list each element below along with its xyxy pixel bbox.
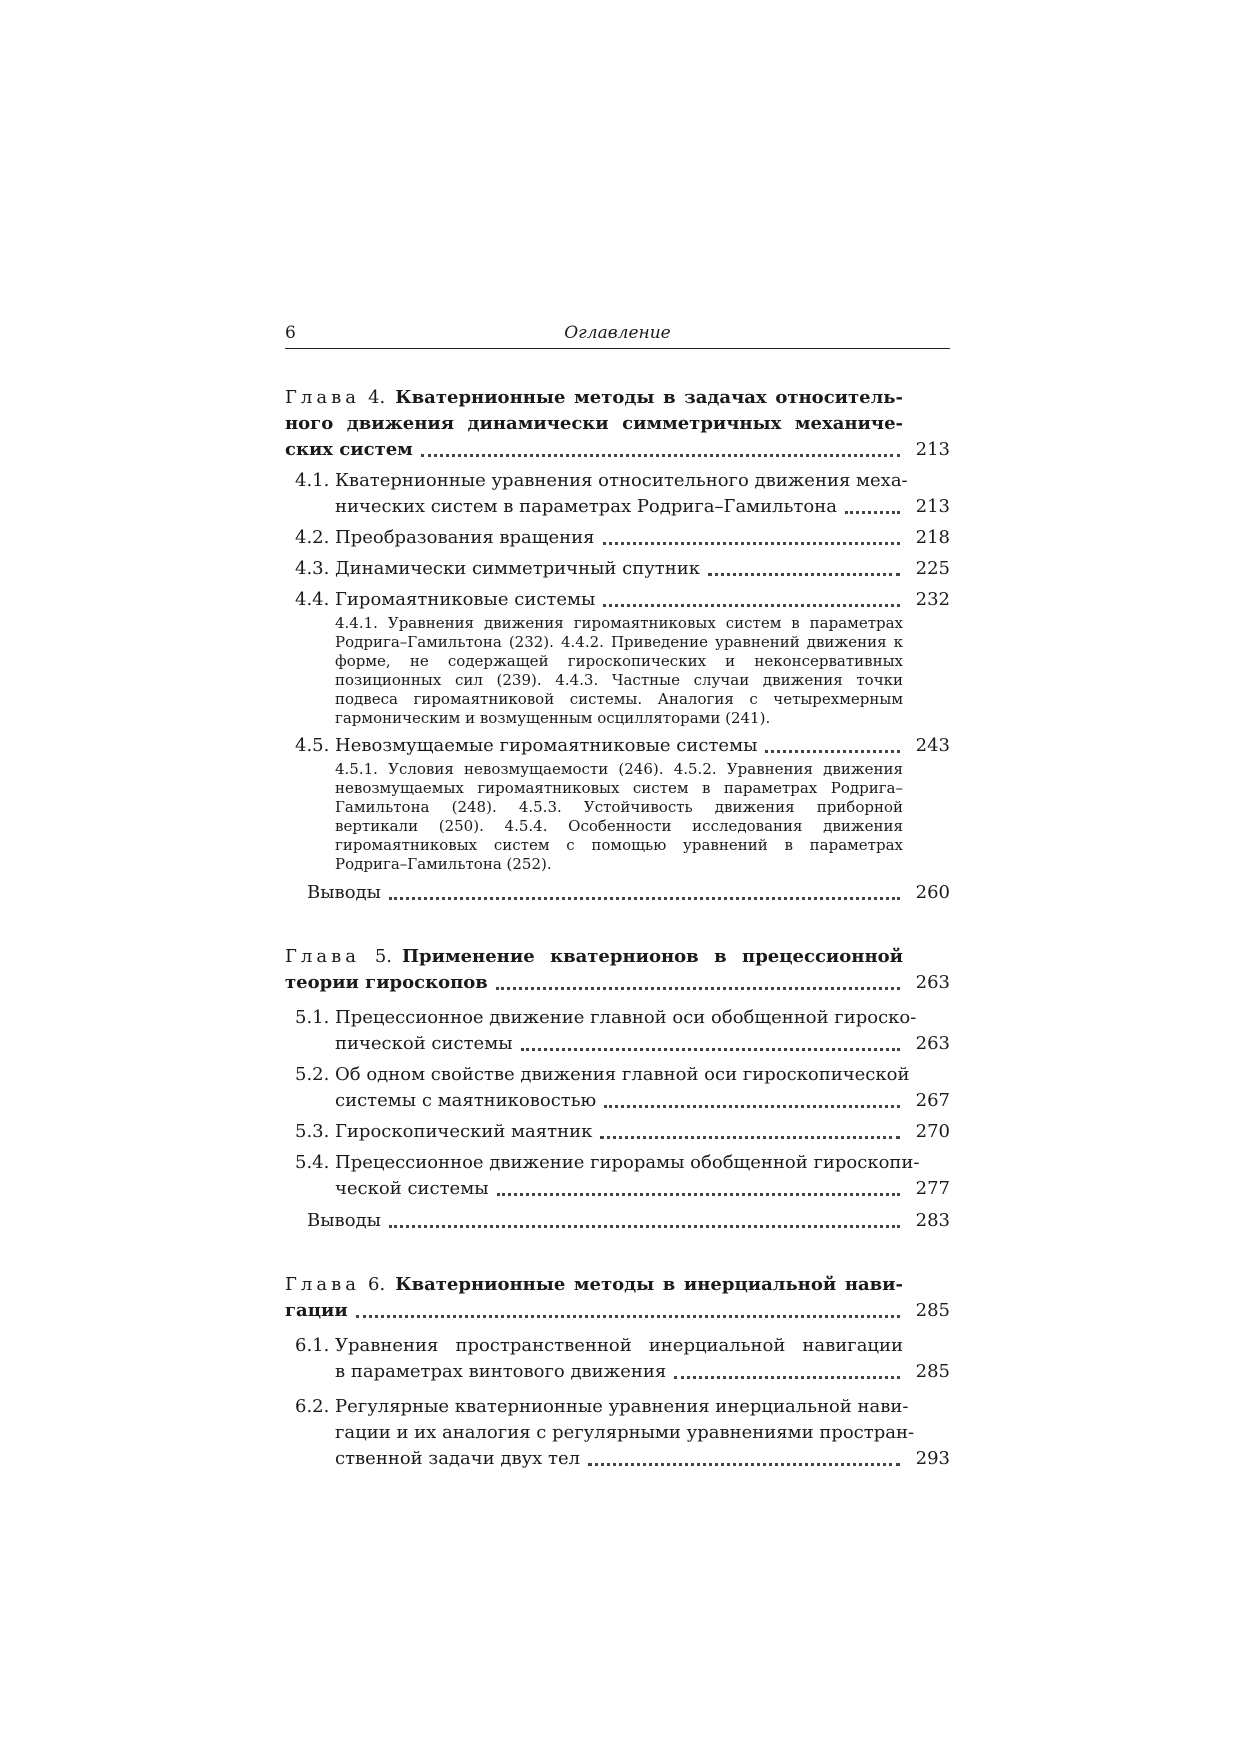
page-ref: 285	[915, 1361, 950, 1382]
page-ref: 267	[915, 1090, 950, 1111]
dot-leader	[765, 741, 900, 753]
toc-page	[285, 322, 950, 1472]
chapter-title-line: ного движения динамически симметричных механиче-	[285, 413, 903, 434]
page-ref: 213	[915, 496, 950, 517]
page-ref: 285	[915, 1300, 950, 1321]
dot-leader	[521, 1039, 900, 1051]
page-ref: 263	[915, 1033, 950, 1054]
page-ref: 225	[915, 558, 950, 579]
chapter-title-line: теории гироскопов 263	[285, 970, 950, 996]
section-4-5: 4.5. Невозмущаемые гиромаятниковые системы 243 4.5.1. Условия невозмущаемости (246). 4.5.2. Уравнения движения невозмущаемых гиромаятниковых систем в параметрах Родрига–Гамильтона (248). 4.5.3. Устойчивость движения приборной вертикали (250). 4.5.4. Особенности исследования движения гиромаятниковых систем с помощью уравнений в параметрах Родрига–Гамильтона (252).	[285, 733, 950, 874]
dot-leader	[674, 1367, 900, 1379]
dot-leader	[356, 1306, 900, 1318]
section-5-2: 5.2. Об одном свойстве движения главной оси гироскопической системы с маятниковостью 267	[285, 1062, 950, 1114]
page-ref: 277	[915, 1178, 950, 1199]
chapter-title-line: Глава 4. Кватернионные методы в задачах относитель-	[285, 387, 903, 408]
page-ref: 213	[915, 439, 950, 460]
section-4-1: 4.1. Кватернионные уравнения относительного движения меха- нических систем в параметрах Родрига–Гамильтона 213	[285, 468, 950, 520]
section-4-3: 4.3. Динамически симметричный спутник 225	[285, 556, 950, 582]
page-ref: 260	[915, 882, 950, 903]
section-5-1: 5.1. Прецессионное движение главной оси обобщенной гироско- пической системы 263	[285, 1005, 950, 1057]
page-ref: 232	[915, 589, 950, 610]
chapter-title-line: Глава 5. Применение кватернионов в прецессионной	[285, 946, 903, 967]
dot-leader	[588, 1454, 900, 1466]
running-head	[285, 322, 950, 349]
summary-entry: Выводы 283	[285, 1208, 950, 1234]
page-ref: 243	[915, 735, 950, 756]
section-6-1: 6.1. Уравнения пространственной инерциальной навигации в параметрах винтового движения 285	[285, 1333, 950, 1385]
chapter-5	[285, 944, 950, 1234]
page-ref: 270	[915, 1121, 950, 1142]
section-5-3: 5.3. Гироскопический маятник 270	[285, 1119, 950, 1145]
section-4-2: 4.2. Преобразования вращения 218	[285, 525, 950, 551]
dot-leader	[603, 533, 900, 545]
chapter-6	[285, 1272, 950, 1472]
page-ref: 293	[915, 1448, 950, 1469]
chapter-4	[285, 385, 950, 906]
chapter-title-line: гации 285	[285, 1298, 950, 1324]
page-ref: 218	[915, 527, 950, 548]
page-number: 6	[285, 323, 296, 343]
page-ref: 283	[915, 1210, 950, 1231]
dot-leader	[421, 445, 900, 457]
dot-leader	[845, 502, 900, 514]
dot-leader	[389, 888, 900, 900]
running-title: Оглавление	[564, 323, 671, 343]
section-6-2: 6.2. Регулярные кватернионные уравнения инерциальной нави- гации и их аналогия с регулярными уравнениями простран- ственной задачи двух тел 293	[285, 1394, 950, 1472]
section-4-4: 4.4. Гиромаятниковые системы 232 4.4.1. Уравнения движения гиромаятниковых систем в параметрах Родрига–Гамильтона (232). 4.4.2. Приведение уравнений движения к форме, не содержащей гироскопических и неконсервативных позиционных сил (239). 4.4.3. Частные случаи движения точки подвеса гиромаятниковой системы. Аналогия с четырехмерным гармоническим и возмущенным осцилляторами (241).	[285, 587, 950, 728]
dot-leader	[497, 1184, 900, 1196]
page-ref: 263	[915, 972, 950, 993]
chapter-title-line: ских систем 213	[285, 437, 950, 463]
section-5-4: 5.4. Прецессионное движение гирорамы обобщенной гироскопи- ческой системы 277	[285, 1150, 950, 1202]
dot-leader	[600, 1127, 900, 1139]
subsection-list: 4.5.1. Условия невозмущаемости (246). 4.5.2. Уравнения движения невозмущаемых гиромаятниковых систем в параметрах Родрига–Гамильтона (248). 4.5.3. Устойчивость движения приборной вертикали (250). 4.5.4. Особенности исследования движения гиромаятниковых систем с помощью уравнений в параметрах Родрига–Гамильтона (252).	[335, 760, 903, 873]
dot-leader	[389, 1216, 900, 1228]
summary-entry: Выводы 260	[285, 880, 950, 906]
subsection-list: 4.4.1. Уравнения движения гиромаятниковых систем в параметрах Родрига–Гамильтона (232). 4.4.2. Приведение уравнений движения к форме, не содержащей гироскопических и неконсервативных позиционных сил (239). 4.4.3. Частные случаи движения точки подвеса гиромаятниковой системы. Аналогия с четырехмерным гармоническим и возмущенным осцилляторами (241).	[335, 614, 903, 727]
dot-leader	[604, 1096, 900, 1108]
dot-leader	[496, 978, 900, 990]
chapter-title-line: Глава 6. Кватернионные методы в инерциальной нави-	[285, 1274, 903, 1295]
dot-leader	[603, 595, 900, 607]
dot-leader	[708, 564, 900, 576]
